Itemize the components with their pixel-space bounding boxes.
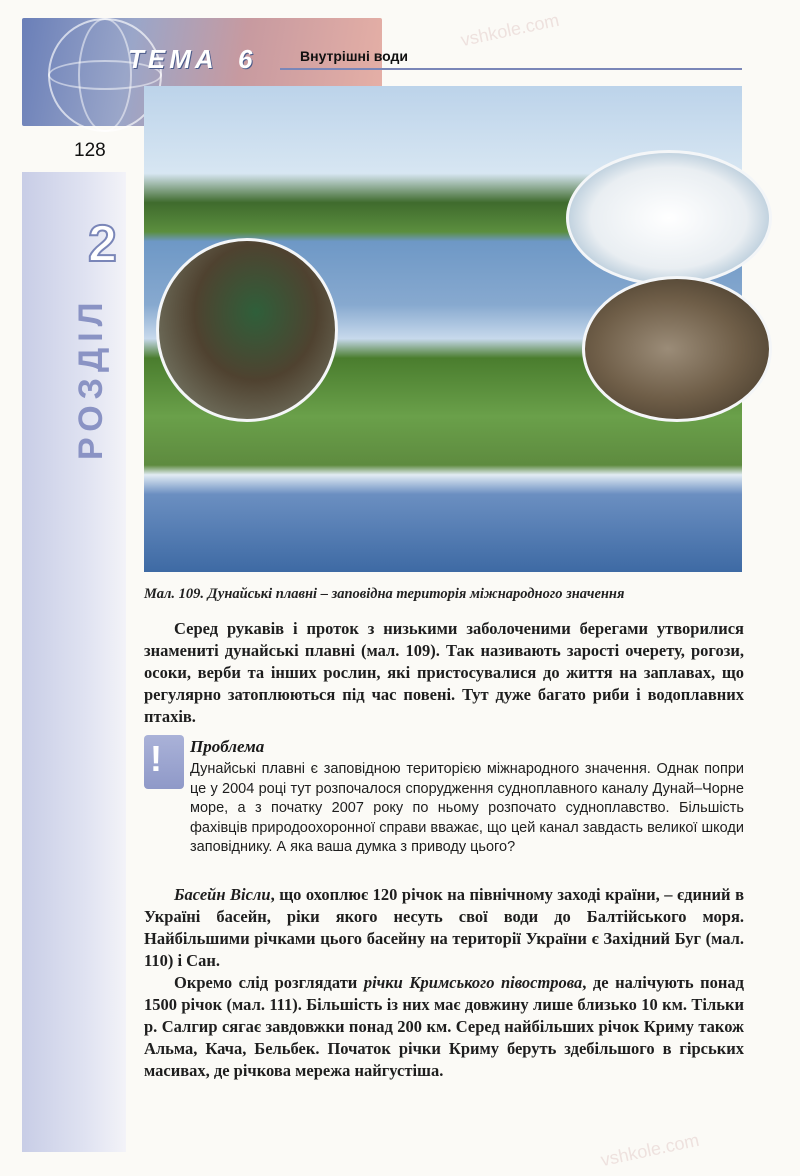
paragraph-vistula-text: , що охоплює 120 річок на північному заході країни, – єдиний в Україні басейн, ріки якого несуть свої води до Балтійського моря. Найбільшими річками цього басейну на території України є Західний Буг (мал. 110) і Сан. bbox=[144, 885, 744, 970]
crimea-rivers-term: річки Кримського півострова bbox=[363, 973, 583, 992]
goose-photo-inset bbox=[582, 276, 772, 422]
theme-number: 6 bbox=[238, 44, 253, 74]
theme-label: ТЕМА bbox=[128, 44, 218, 74]
paragraph-crimea-start: Окремо слід розглядати bbox=[174, 973, 364, 992]
paragraph-plavni bbox=[144, 618, 744, 728]
paragraph-vistula-body bbox=[144, 884, 744, 972]
watermark: vshkole.com bbox=[458, 9, 561, 51]
header-rule bbox=[280, 68, 742, 70]
paragraph-crimea-text: , де налічують понад 1500 річок (мал. 111). Більшість із них має довжину лише близько 10 км. Тільки р. Салгир сягає завдовжки понад 200 км. Серед найбільших річок Криму також Альма, Кача, Бельбек. Початок річки Криму беруть здебільшого в гірських масивах, де річкова мережа найгустіша. bbox=[144, 973, 744, 1080]
problem-title: Проблема bbox=[190, 737, 265, 756]
theme-title: Внутрішні води bbox=[300, 48, 409, 64]
vistula-basin-term: Басейн Вісли bbox=[174, 885, 271, 904]
figure-caption: Мал. 109. Дунайські плавні – заповідна територія міжнародного значення bbox=[144, 586, 625, 602]
paragraph-crimea bbox=[144, 972, 744, 1082]
exclamation-icon: ! bbox=[150, 738, 162, 779]
paragraph-crimea-body bbox=[144, 972, 744, 1082]
paragraph-vistula bbox=[144, 884, 744, 972]
section-label: РОЗДІЛ bbox=[72, 296, 110, 460]
problem-text: Дунайські плавні є заповідною територією міжнародного значення. Однак попри це у 2004 році тут розпочалося спорудження судноплавного каналу Дунай–Чорне море, а з початку 2007 року по ньому розпочато судноплавство. Більшість фахівців природоохоронної справи вважає, що цей канал завдасть великої шкоди заповіднику. А яка ваша думка з приводу цього? bbox=[190, 761, 744, 855]
egret-photo-inset bbox=[566, 150, 772, 286]
duck-photo-inset bbox=[156, 238, 338, 422]
watermark: vshkole.com bbox=[598, 1129, 701, 1171]
page-number: 128 bbox=[74, 140, 106, 161]
paragraph-plavni-text: Серед рукавів і проток з низькими заболоченими берегами утворилися знамениті дунайські плавні (мал. 109). Так називають зарості очерету, рогози, осоки, верби та інших рослин, які пристосувалися до життя на заплавах, що регулярно затоплюються під час повені. Тут дуже багато риби і водоплавних птахів. bbox=[144, 619, 744, 726]
section-number: 2 bbox=[88, 215, 117, 273]
